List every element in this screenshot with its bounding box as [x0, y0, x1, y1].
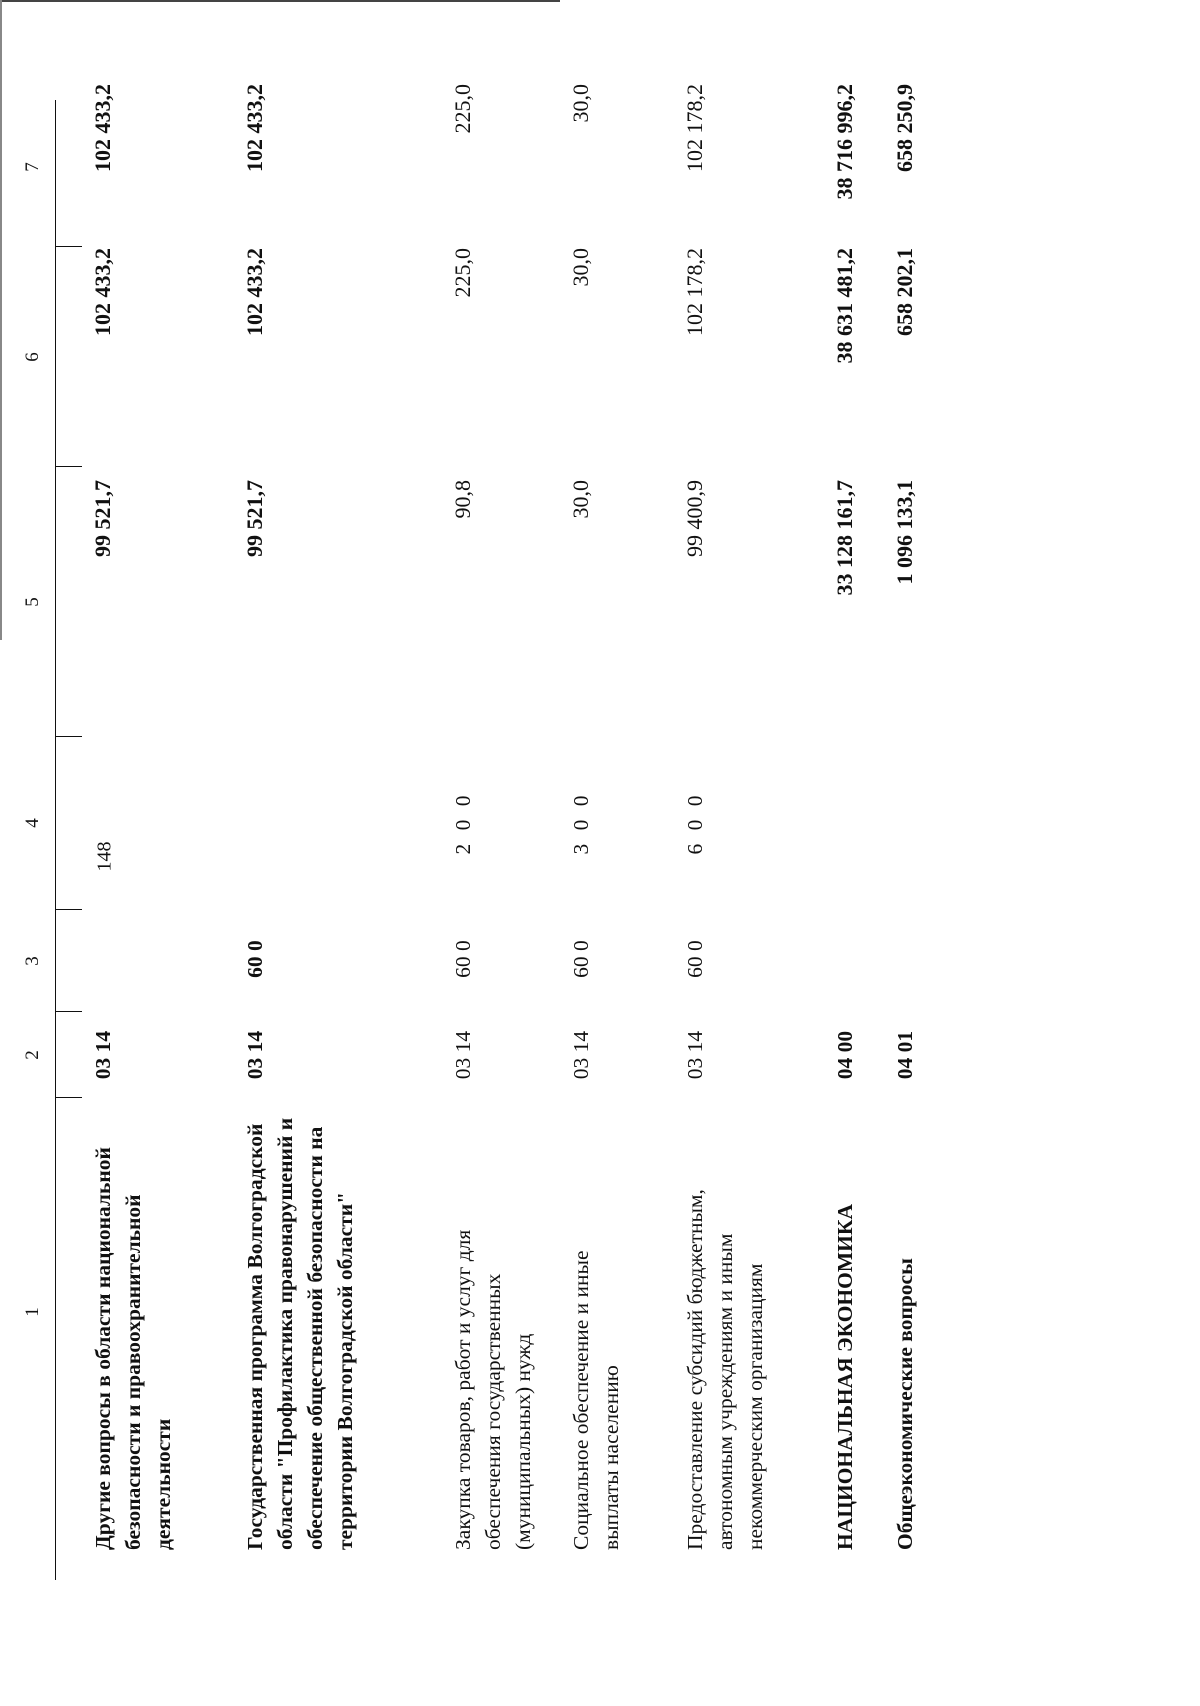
- row-value-col6: 30,0: [568, 248, 593, 287]
- column-divider: [55, 909, 82, 910]
- row-value-col6: 102 433,2: [242, 248, 267, 336]
- row-expense-type: 2 0 0: [451, 791, 475, 855]
- row-value-col6: 225,0: [450, 248, 475, 298]
- row-value-col7: 102 178,2: [682, 84, 707, 172]
- column-divider: [55, 246, 82, 247]
- row-value-col7: 38 716 996,2: [832, 84, 857, 200]
- column-number: 4: [22, 818, 43, 828]
- row-name: Закупка товаров, работ и услуг для обеспечения государственных (муниципальных) нужд: [451, 1229, 535, 1550]
- row-name: Государственная программа Волгоградской области "Профилактика правонарушений и обеспечение общественной безопасности на территории Волгоградской области": [243, 1117, 357, 1550]
- row-name: НАЦИОНАЛЬНАЯ ЭКОНОМИКА: [833, 1204, 857, 1550]
- row-section-code: 03 14: [569, 1030, 593, 1080]
- row-value-col5: 99 521,7: [242, 480, 267, 557]
- row-section-code: 04 00: [833, 1030, 857, 1080]
- row-value-col6: 102 433,2: [90, 248, 115, 336]
- row-value-col5: 30,0: [568, 480, 593, 519]
- row-value-col7: 658 250,9: [892, 84, 917, 172]
- column-number: 7: [22, 162, 43, 172]
- row-value-col7: 102 433,2: [242, 84, 267, 172]
- row-value-col5: 33 128 161,7: [832, 480, 857, 596]
- row-section-code: 03 14: [91, 1030, 115, 1080]
- column-divider: [55, 1011, 82, 1012]
- budget-table: [0, 70, 1090, 1580]
- row-name: Предоставление субсидий бюджетным, автономным учреждениям и иным некоммерческим организациям: [683, 1189, 767, 1550]
- column-divider: [55, 736, 82, 737]
- row-value-col5: 99 400,9: [682, 480, 707, 557]
- column-number: 5: [22, 597, 43, 607]
- row-expense-type: 3 0 0: [569, 791, 593, 855]
- page-number: 148: [93, 841, 116, 872]
- column-divider: [55, 466, 82, 467]
- row-article-code: 60 0: [243, 940, 267, 978]
- column-number: 2: [22, 1050, 43, 1060]
- column-divider: [55, 1097, 82, 1098]
- row-section-code: 03 14: [683, 1030, 707, 1080]
- column-number: 6: [22, 352, 43, 362]
- row-value-col6: 102 178,2: [682, 248, 707, 336]
- row-article-code: 60 0: [451, 940, 475, 978]
- column-number: 1: [22, 1307, 43, 1317]
- row-section-code: 03 14: [451, 1030, 475, 1080]
- row-value-col5: 99 521,7: [90, 480, 115, 557]
- row-article-code: 60 0: [683, 940, 707, 978]
- row-name: Другие вопросы в области национальной безопасности и правоохранительной деятельности: [91, 1147, 175, 1550]
- row-name: Социальное обеспечение и иные выплаты населению: [569, 1250, 623, 1550]
- row-value-col7: 30,0: [568, 84, 593, 123]
- row-name: Общеэкономические вопросы: [893, 1258, 917, 1550]
- row-section-code: 04 01: [893, 1030, 917, 1080]
- scan-edge-top: [0, 0, 560, 2]
- row-value-col5: 90,8: [450, 480, 475, 519]
- row-value-col7: 102 433,2: [90, 84, 115, 172]
- table-header-line: [55, 100, 56, 1580]
- row-value-col5: 1 096 133,1: [892, 480, 917, 585]
- column-number: 3: [22, 956, 43, 966]
- row-value-col7: 225,0: [450, 84, 475, 134]
- row-value-col6: 658 202,1: [892, 248, 917, 336]
- row-article-code: 60 0: [569, 940, 593, 978]
- row-value-col6: 38 631 481,2: [832, 248, 857, 364]
- row-section-code: 03 14: [243, 1030, 267, 1080]
- row-expense-type: 6 0 0: [683, 791, 707, 855]
